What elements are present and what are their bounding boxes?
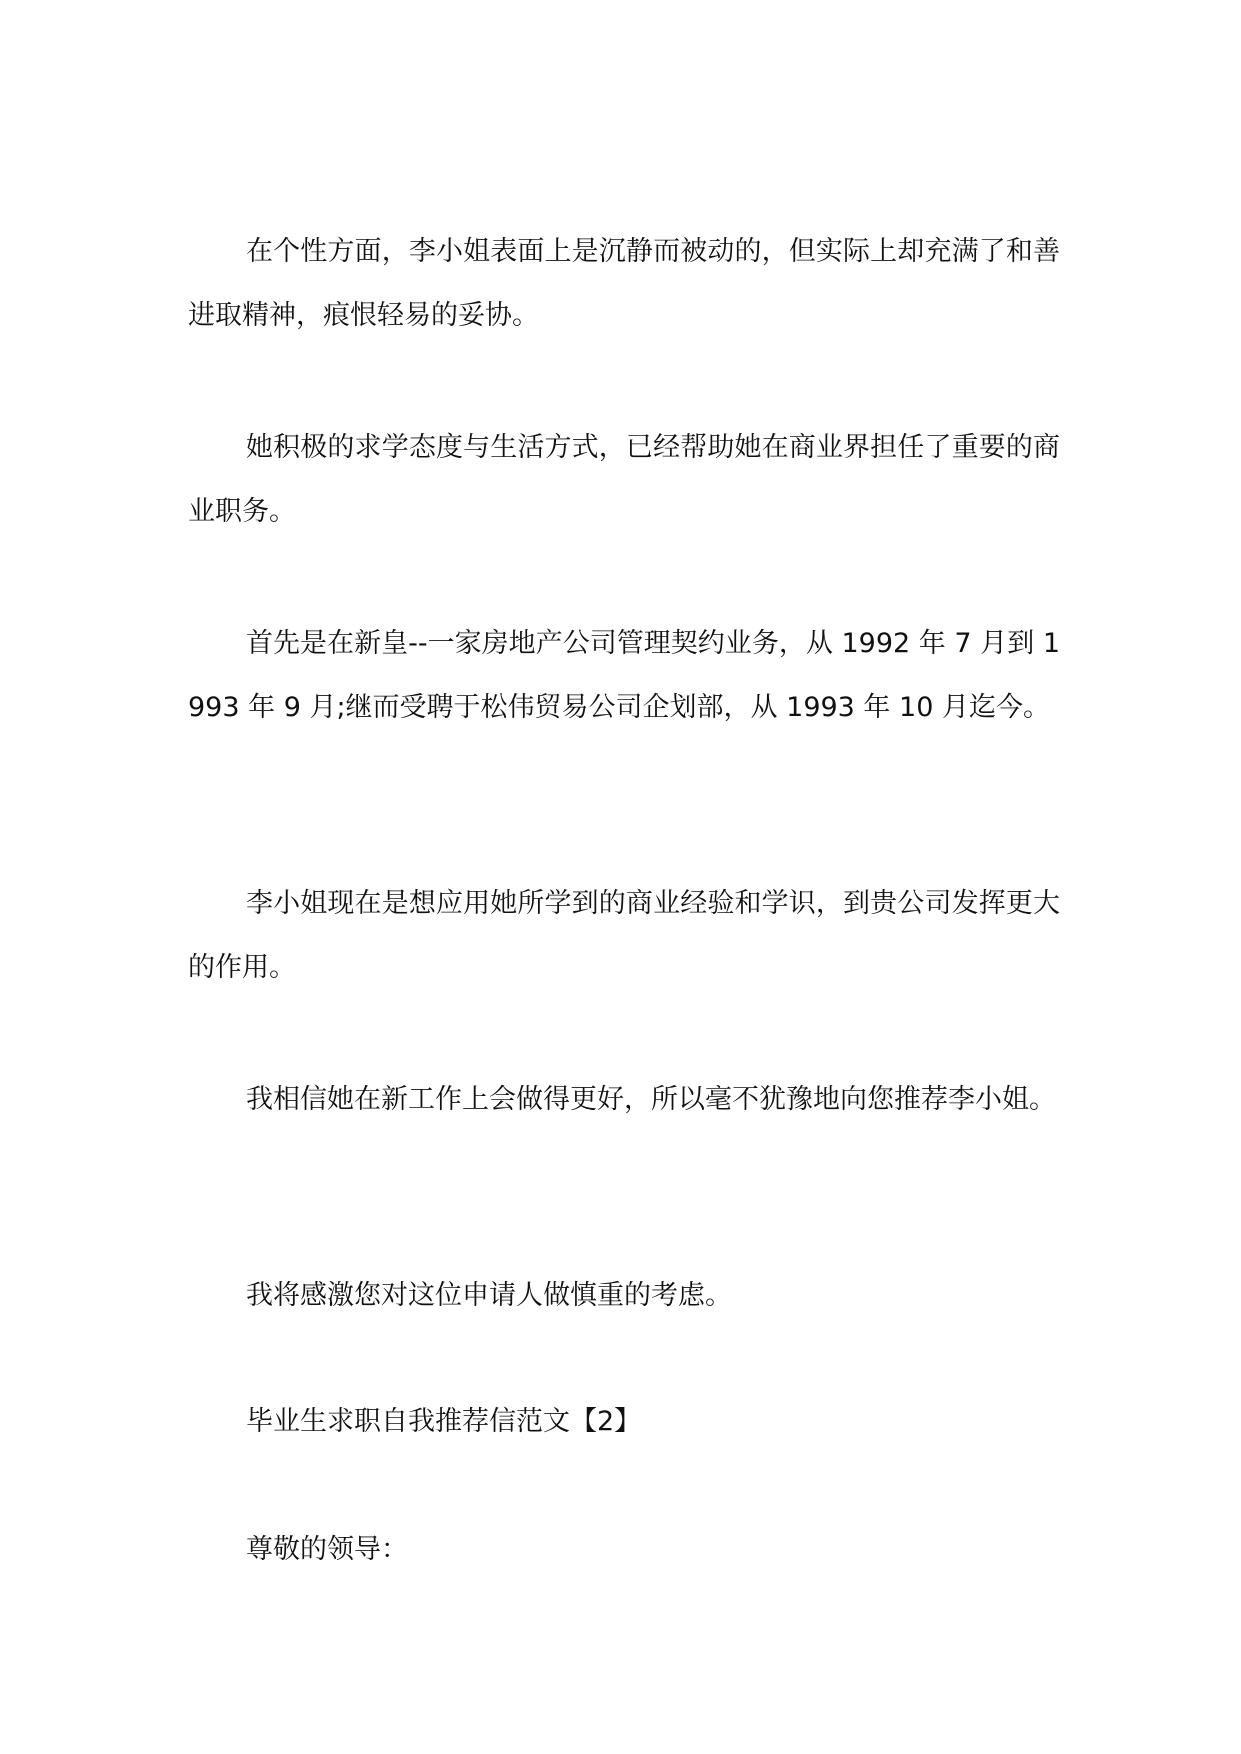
paragraph-study-attitude: 她积极的求学态度与生活方式，已经帮助她在商业界担任了重要的商业职务。 [188,432,1060,527]
paragraph-closing: 我将感激您对这位申请人做慎重的考虑。 [246,1280,732,1311]
paragraph-work-history: 首先是在新皇--一家房地产公司管理契约业务，从 1992 年 7 月到 1993 年 9 月;继而受聘于松伟贸易公司企划部，从 1993 年 10 月迄今。 [188,628,1060,723]
paragraph-recommendation: 我相信她在新工作上会做得更好，所以毫不犹豫地向您推荐李小姐。 [246,1084,1056,1115]
salutation: 尊敬的领导： [246,1534,408,1565]
section-heading: 毕业生求职自我推荐信范文【2】 [246,1406,642,1437]
paragraph-current-goal: 李小姐现在是想应用她所学到的商业经验和学识，到贵公司发挥更大的作用。 [188,888,1060,983]
paragraph-personality: 在个性方面，李小姐表面上是沉静而被动的，但实际上却充满了和善进取精神，痕恨轻易的妥协。 [188,236,1060,331]
